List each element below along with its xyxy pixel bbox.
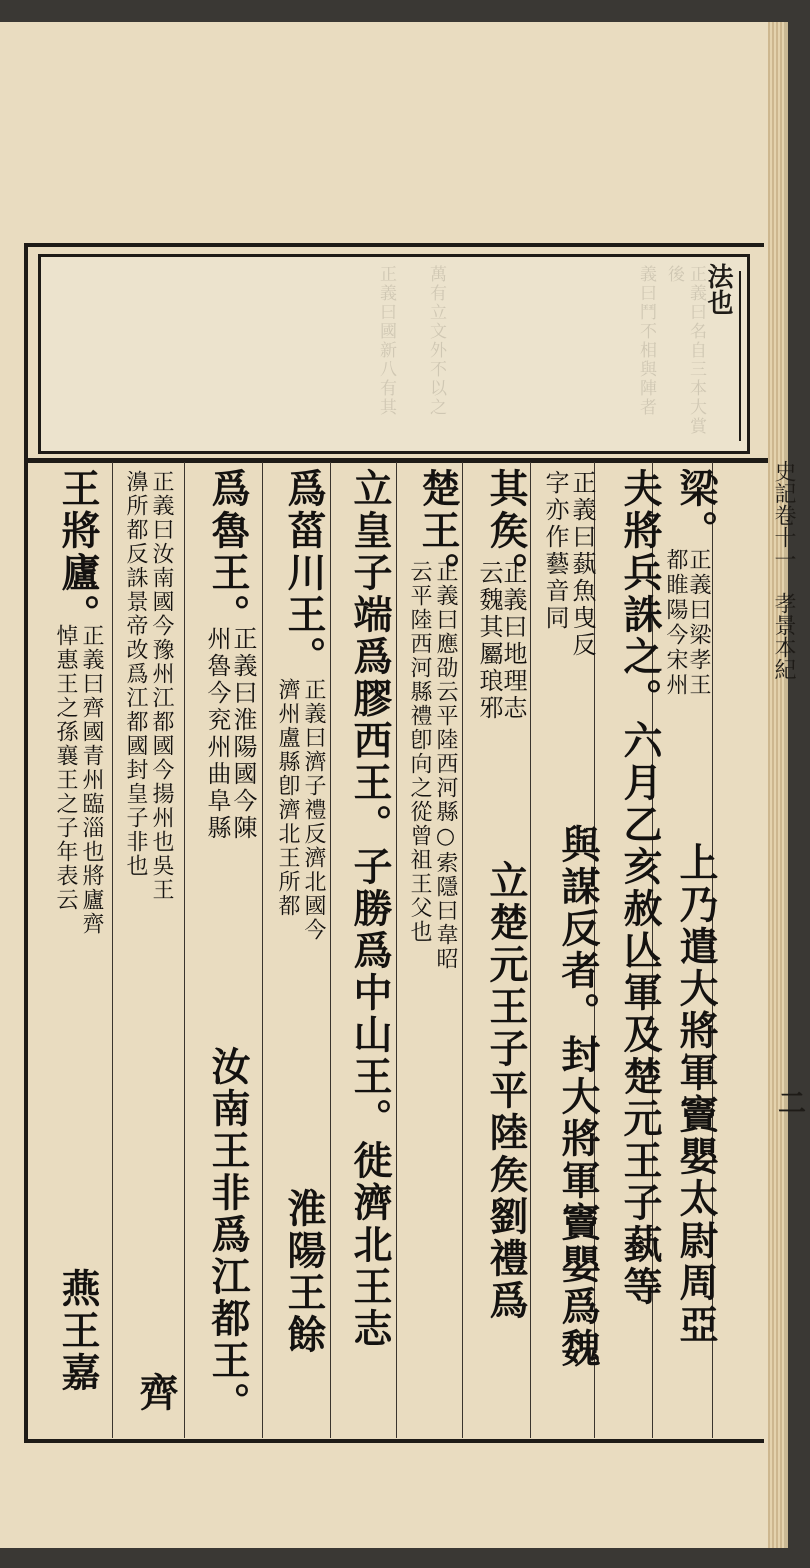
annotation-b: 州魯今兖州曲阜縣 (203, 626, 231, 842)
column-rule (184, 462, 185, 1438)
bleed-through-text: 萬有立文外不以之 (426, 265, 446, 417)
bleed-through-text: 正義曰國新八有其 (376, 265, 396, 417)
annotation-a: 正義曰梁孝王 (686, 548, 711, 698)
annotation-b: 濞所都反誅景帝改爲江都國封皇子非也 (123, 470, 148, 878)
text-column-7-tail: 淮陽王餘 (281, 1188, 327, 1356)
text-column-4-tail: 立楚元王子平陸矦劉禮爲 (483, 860, 529, 1322)
bleed-through-text: 正義曰名自三本大賞後 (664, 265, 706, 436)
annotation-b: 字亦作藝音同 (541, 470, 569, 632)
annotation-a: 正義曰應劭云平陸西河縣○索隱曰韋昭 (433, 560, 458, 971)
text-column-5-head: 楚王。 (415, 468, 461, 594)
top-note: 法也 (703, 263, 733, 315)
column-rule (112, 462, 113, 1438)
column-rule (462, 462, 463, 1438)
annotation-a: 正義曰蓺魚曳反 (568, 470, 596, 659)
text-column-10-tail: 燕王嘉 (55, 1268, 101, 1394)
annotation-a: 正義曰汝南國今豫州江都國今揚州也吳王 (149, 470, 174, 902)
upper-margin-box (38, 254, 750, 454)
text-column-2: 夫將兵誅之。六月乙亥赦亾軍及楚元王子蓺等 (617, 468, 663, 1308)
text-column-1-tail: 上乃遣大將軍竇嬰太尉周亞 (673, 842, 719, 1346)
annotation-b: 云魏其屬琅邪 (475, 560, 503, 722)
text-column-9-tail: 齊 (133, 1372, 179, 1414)
text-column-8-tail: 汝南王非爲江都王。 (205, 1046, 251, 1424)
annotation-b: 云平陸西河縣禮卽向之從曾祖王父也 (407, 560, 432, 944)
annotation-b: 濟州盧縣卽濟北王所都 (275, 678, 300, 918)
annotation-b: 都睢陽今宋州 (663, 548, 688, 698)
annotation-b: 悼惠王之孫襄王之子年表云 (53, 624, 78, 912)
text-column-3-tail: 與謀反者。封大將軍竇嬰爲魏 (555, 824, 601, 1370)
bleed-through-text: 義曰鬥不相與陣者 (636, 265, 656, 417)
text-column-10-head: 王將廬。 (55, 468, 101, 636)
annotation-a: 正義曰淮陽國今陳 (229, 626, 257, 842)
text-column-1-head: 梁。 (673, 468, 719, 552)
text-column-6: 立皇子端爲膠西王。子勝爲中山王。徙濟北王志 (347, 468, 393, 1350)
text-column-7-head: 爲菑川王。 (281, 468, 327, 678)
page-number: 二 (774, 1088, 807, 1116)
annotation-a: 正義曰齊國青州臨淄也將廬齊 (79, 624, 104, 936)
annotation-a: 正義曰地理志 (499, 560, 527, 722)
page-edge (768, 22, 784, 1548)
column-rule (262, 462, 263, 1438)
top-box-rule (739, 271, 741, 441)
annotation-a: 正義曰濟子禮反濟北國今 (301, 678, 326, 942)
right-margin-title: 史記卷十一 孝景本紀 (771, 460, 796, 680)
text-column-8-head: 爲魯王。 (205, 468, 251, 636)
text-column-4-head: 其矦。 (483, 468, 529, 594)
